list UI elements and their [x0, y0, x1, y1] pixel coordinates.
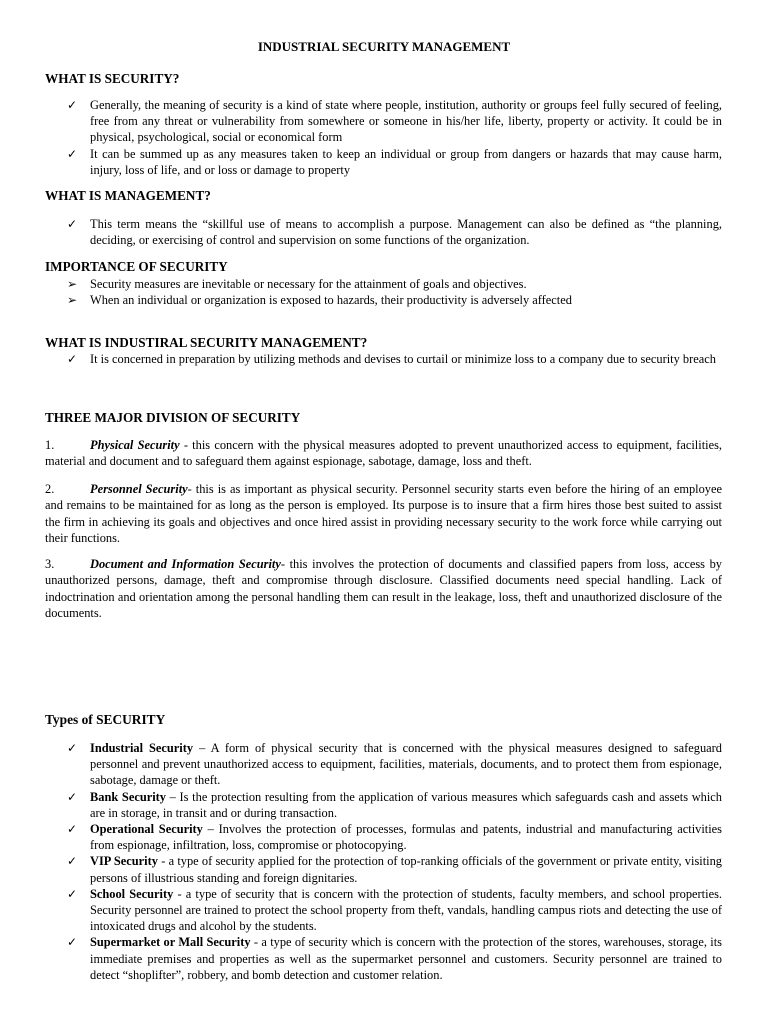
- heading-importance-of-security: IMPORTANCE OF SECURITY: [45, 259, 228, 274]
- list-item: ➢ When an individual or organization is exposed to hazards, their productivity is adversely affected: [67, 293, 572, 308]
- division-item-3: 3. Document and Information Security- this involves the protection of documents and classified papers from loss, access by unauthorized persons, damage, theft and compromise through disclosure. Classified documents need special handling. Lack of indoctrination and orientation among the personal handling them can result in the leakage, loss, theft and unauthorized disclosure of the documents.: [45, 557, 722, 621]
- document-title: INDUSTRIAL SECURITY MANAGEMENT: [257, 39, 511, 54]
- list-item: ✓ It can be summed up as any measures taken to keep an individual or group from dangers or hazards that may cause harm, injury, loss of life, and or loss or damage to property: [67, 146, 722, 177]
- list-item: ➢ Security measures are inevitable or necessary for the attainment of goals and objectives.: [67, 277, 527, 291]
- check-icon: ✓: [67, 741, 78, 755]
- list-item: ✓ Bank Security – Is the protection resulting from the application of various measures which safeguards cash and assets which are in storage, in transit and or during transaction.: [67, 789, 722, 820]
- heading-industrial-security-management: WHAT IS INDUSTIRAL SECURITY MANAGEMENT?: [45, 335, 368, 350]
- list-item: ✓ Supermarket or Mall Security - a type of security which is concern with the protection of the stores, warehouses, storage, its immediate premises and properties as well as the supermarket personnel and customers. Security personnel are trained to detect “shoplifter”, robbery, and bomb detection and customer relation.: [67, 935, 722, 982]
- division-item-2: 2. Personnel Security- this is as important as physical security. Personnel security starts even before the hiring of an employee and remains to be maintained for as long as the person is employed. Its purpose is to insure that a firm hires those best suited to assist the firm in achieving its goals and objectives and once hired assist in providing necessary security to the work force while carrying out their functions.: [45, 482, 722, 546]
- industrial-security-list: [45, 351, 722, 367]
- list-item: ✓ Industrial Security – A form of physical security that is concerned with the physical measures designed to safeguard personnel and prevent unauthorized access to equipment, facilities, materials, documents, and to protect them from espionage, sabotage, damage or theft.: [67, 741, 722, 788]
- types-of-security-list: [45, 740, 722, 983]
- list-item: ✓ Operational Security – Involves the protection of processes, formulas and patents, industrial and manufacturing activities from espionage, infiltration, loss, compromise or photocopying.: [67, 822, 722, 853]
- list-item: ✓ School Security - a type of security that is concern with the protection of students, faculty members, and school properties. Security personnel are trained to protect the school property from theft, vandals, handling campus riots and detecting the use of intoxicated drugs and alcohol by the students.: [67, 886, 722, 934]
- check-icon: ✓: [67, 789, 78, 804]
- check-icon: ✓: [67, 146, 78, 161]
- list-item: ✓ Generally, the meaning of security is a kind of state where people, institution, authority or groups feel fully secured of feeling, free from any threat or vulnerability from somewhere or someone in his/her life, liberty, property or activity. It could be in physical, psychological, social or economical form: [67, 98, 722, 145]
- list-item: ✓ VIP Security - a type of security applied for the protection of top-ranking officials of the government or private entity, visiting persons of illustrious standing and foreign dignitaries.: [67, 854, 722, 885]
- arrow-icon: ➢: [67, 277, 78, 291]
- check-icon: ✓: [67, 935, 78, 950]
- check-icon: ✓: [67, 886, 78, 901]
- check-icon: ✓: [67, 352, 78, 366]
- heading-three-major-division: THREE MAJOR DIVISION OF SECURITY: [45, 410, 301, 425]
- security-definition-list: [45, 97, 722, 178]
- check-icon: ✓: [67, 822, 78, 837]
- management-definition-list: [45, 216, 722, 248]
- division-item-1: 1. Physical Security - this concern with the physical measures adopted to prevent unauthorized access to equipment, facilities, material and document and to safeguard them against espionage, sabotage, damage, loss and theft.: [45, 438, 722, 469]
- list-item: ✓ It is concerned in preparation by utilizing methods and devises to curtail or minimize loss to a company due to security breach: [67, 352, 716, 366]
- heading-what-is-security: WHAT IS SECURITY?: [45, 71, 180, 86]
- check-icon: ✓: [67, 854, 78, 869]
- heading-what-is-management: WHAT IS MANAGEMENT?: [45, 188, 211, 203]
- heading-types-of-security: Types of SECURITY: [45, 712, 166, 727]
- check-icon: ✓: [67, 98, 78, 112]
- importance-list: [45, 276, 722, 308]
- list-item: ✓ This term means the “skillful use of means to accomplish a purpose. Management can also be defined as “the planning, deciding, or exercising of control and supervision on some functions of the organization.: [67, 217, 722, 248]
- arrow-icon: ➢: [67, 293, 78, 308]
- check-icon: ✓: [67, 217, 78, 231]
